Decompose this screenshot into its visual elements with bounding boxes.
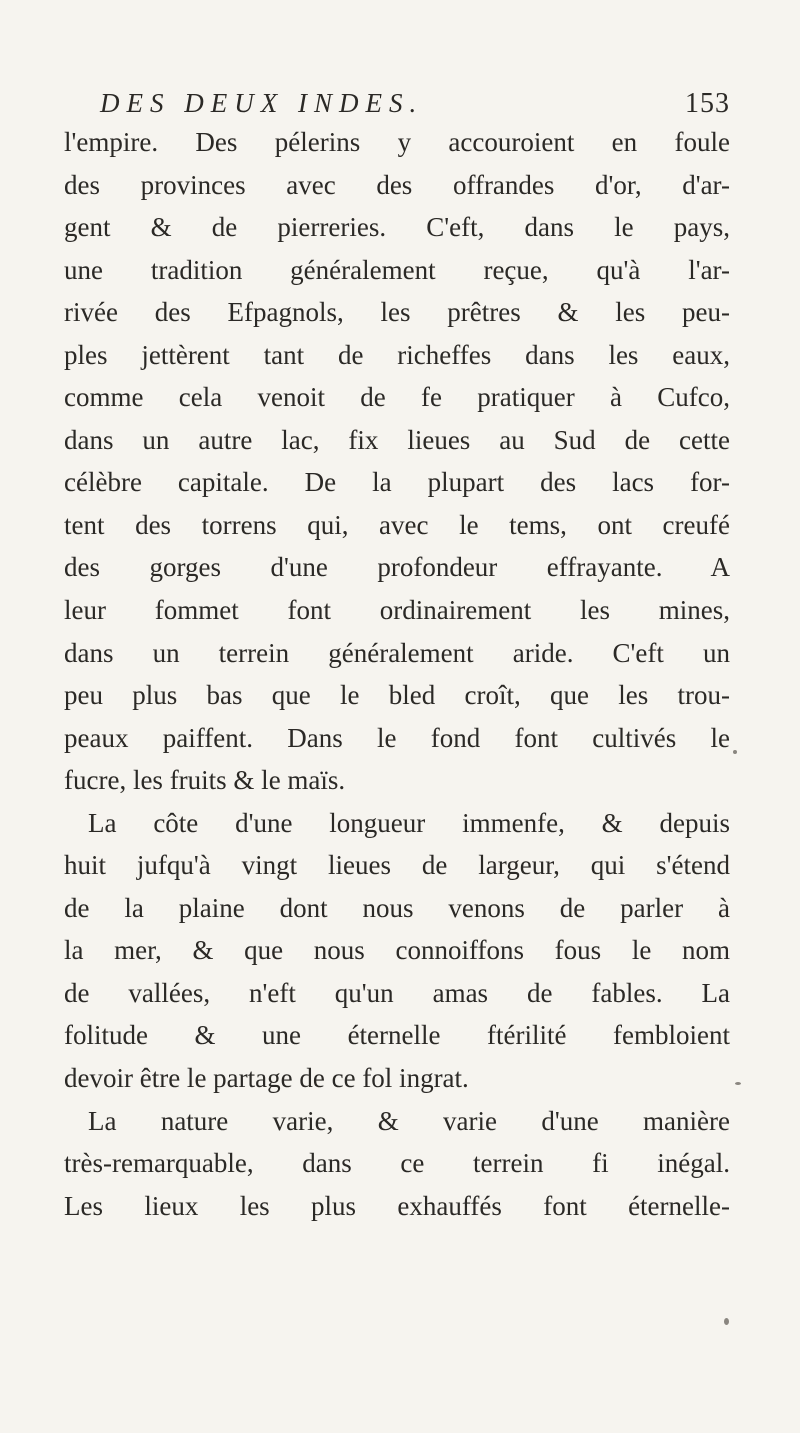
paper-speck <box>724 1318 729 1325</box>
text-line: une tradition généralement reçue, qu'à l'ar- <box>64 254 730 285</box>
text-line: très-remarquable, dans ce terrein fi inégal. <box>64 1148 730 1179</box>
text-line: de vallées, n'eft qu'un amas de fables. La <box>64 977 730 1008</box>
text-line: dans un autre lac, fix lieues au Sud de cette <box>64 424 730 455</box>
text-line: leur fommet font ordinairement les mines, <box>64 595 730 626</box>
text-line: huit jufqu'à vingt lieues de largeur, qui s'étend <box>64 850 730 881</box>
text-line: tent des torrens qui, avec le tems, ont creufé <box>64 509 730 540</box>
text-line: devoir être le partage de ce fol ingrat. <box>64 1063 469 1094</box>
text-line: La nature varie, & varie d'une manière <box>88 1105 730 1136</box>
text-line: la mer, & que nous connoiffons fous le nom <box>64 935 730 966</box>
text-line: Les lieux les plus exhauffés font éternelle- <box>64 1190 730 1221</box>
body-text <box>64 121 730 1227</box>
page-number: 153 <box>685 88 730 119</box>
text-line: de la plaine dont nous venons de parler à <box>64 892 730 923</box>
paper-speck <box>733 750 737 754</box>
text-line: dans un terrein généralement aride. C'eft un <box>64 637 730 668</box>
text-line: folitude & une éternelle ftérilité fembloient <box>64 1020 730 1051</box>
text-line: fucre, les fruits & le maïs. <box>64 765 346 796</box>
text-line: La côte d'une longueur immenfe, & depuis <box>88 807 730 838</box>
text-line: peaux paiffent. Dans le fond font cultivés le <box>64 722 730 753</box>
text-line: des provinces avec des offrandes d'or, d'ar- <box>64 169 730 200</box>
text-line: l'empire. Des pélerins y accouroient en foule <box>64 127 730 157</box>
text-line: peu plus bas que le bled croît, que les trou- <box>64 680 730 711</box>
running-title: DES DEUX INDES. <box>100 88 424 118</box>
text-line: des gorges d'une profondeur effrayante. A <box>64 552 730 583</box>
text-line: gent & de pierreries. C'eft, dans le pays, <box>64 212 730 243</box>
text-line: comme cela venoit de fe pratiquer à Cufco, <box>64 382 730 413</box>
text-line: ples jettèrent tant de richeffes dans les eaux, <box>64 339 730 370</box>
text-line: célèbre capitale. De la plupart des lacs for- <box>64 467 730 498</box>
paper-speck <box>735 1082 741 1085</box>
text-line: rivée des Efpagnols, les prêtres & les peu- <box>64 297 730 328</box>
